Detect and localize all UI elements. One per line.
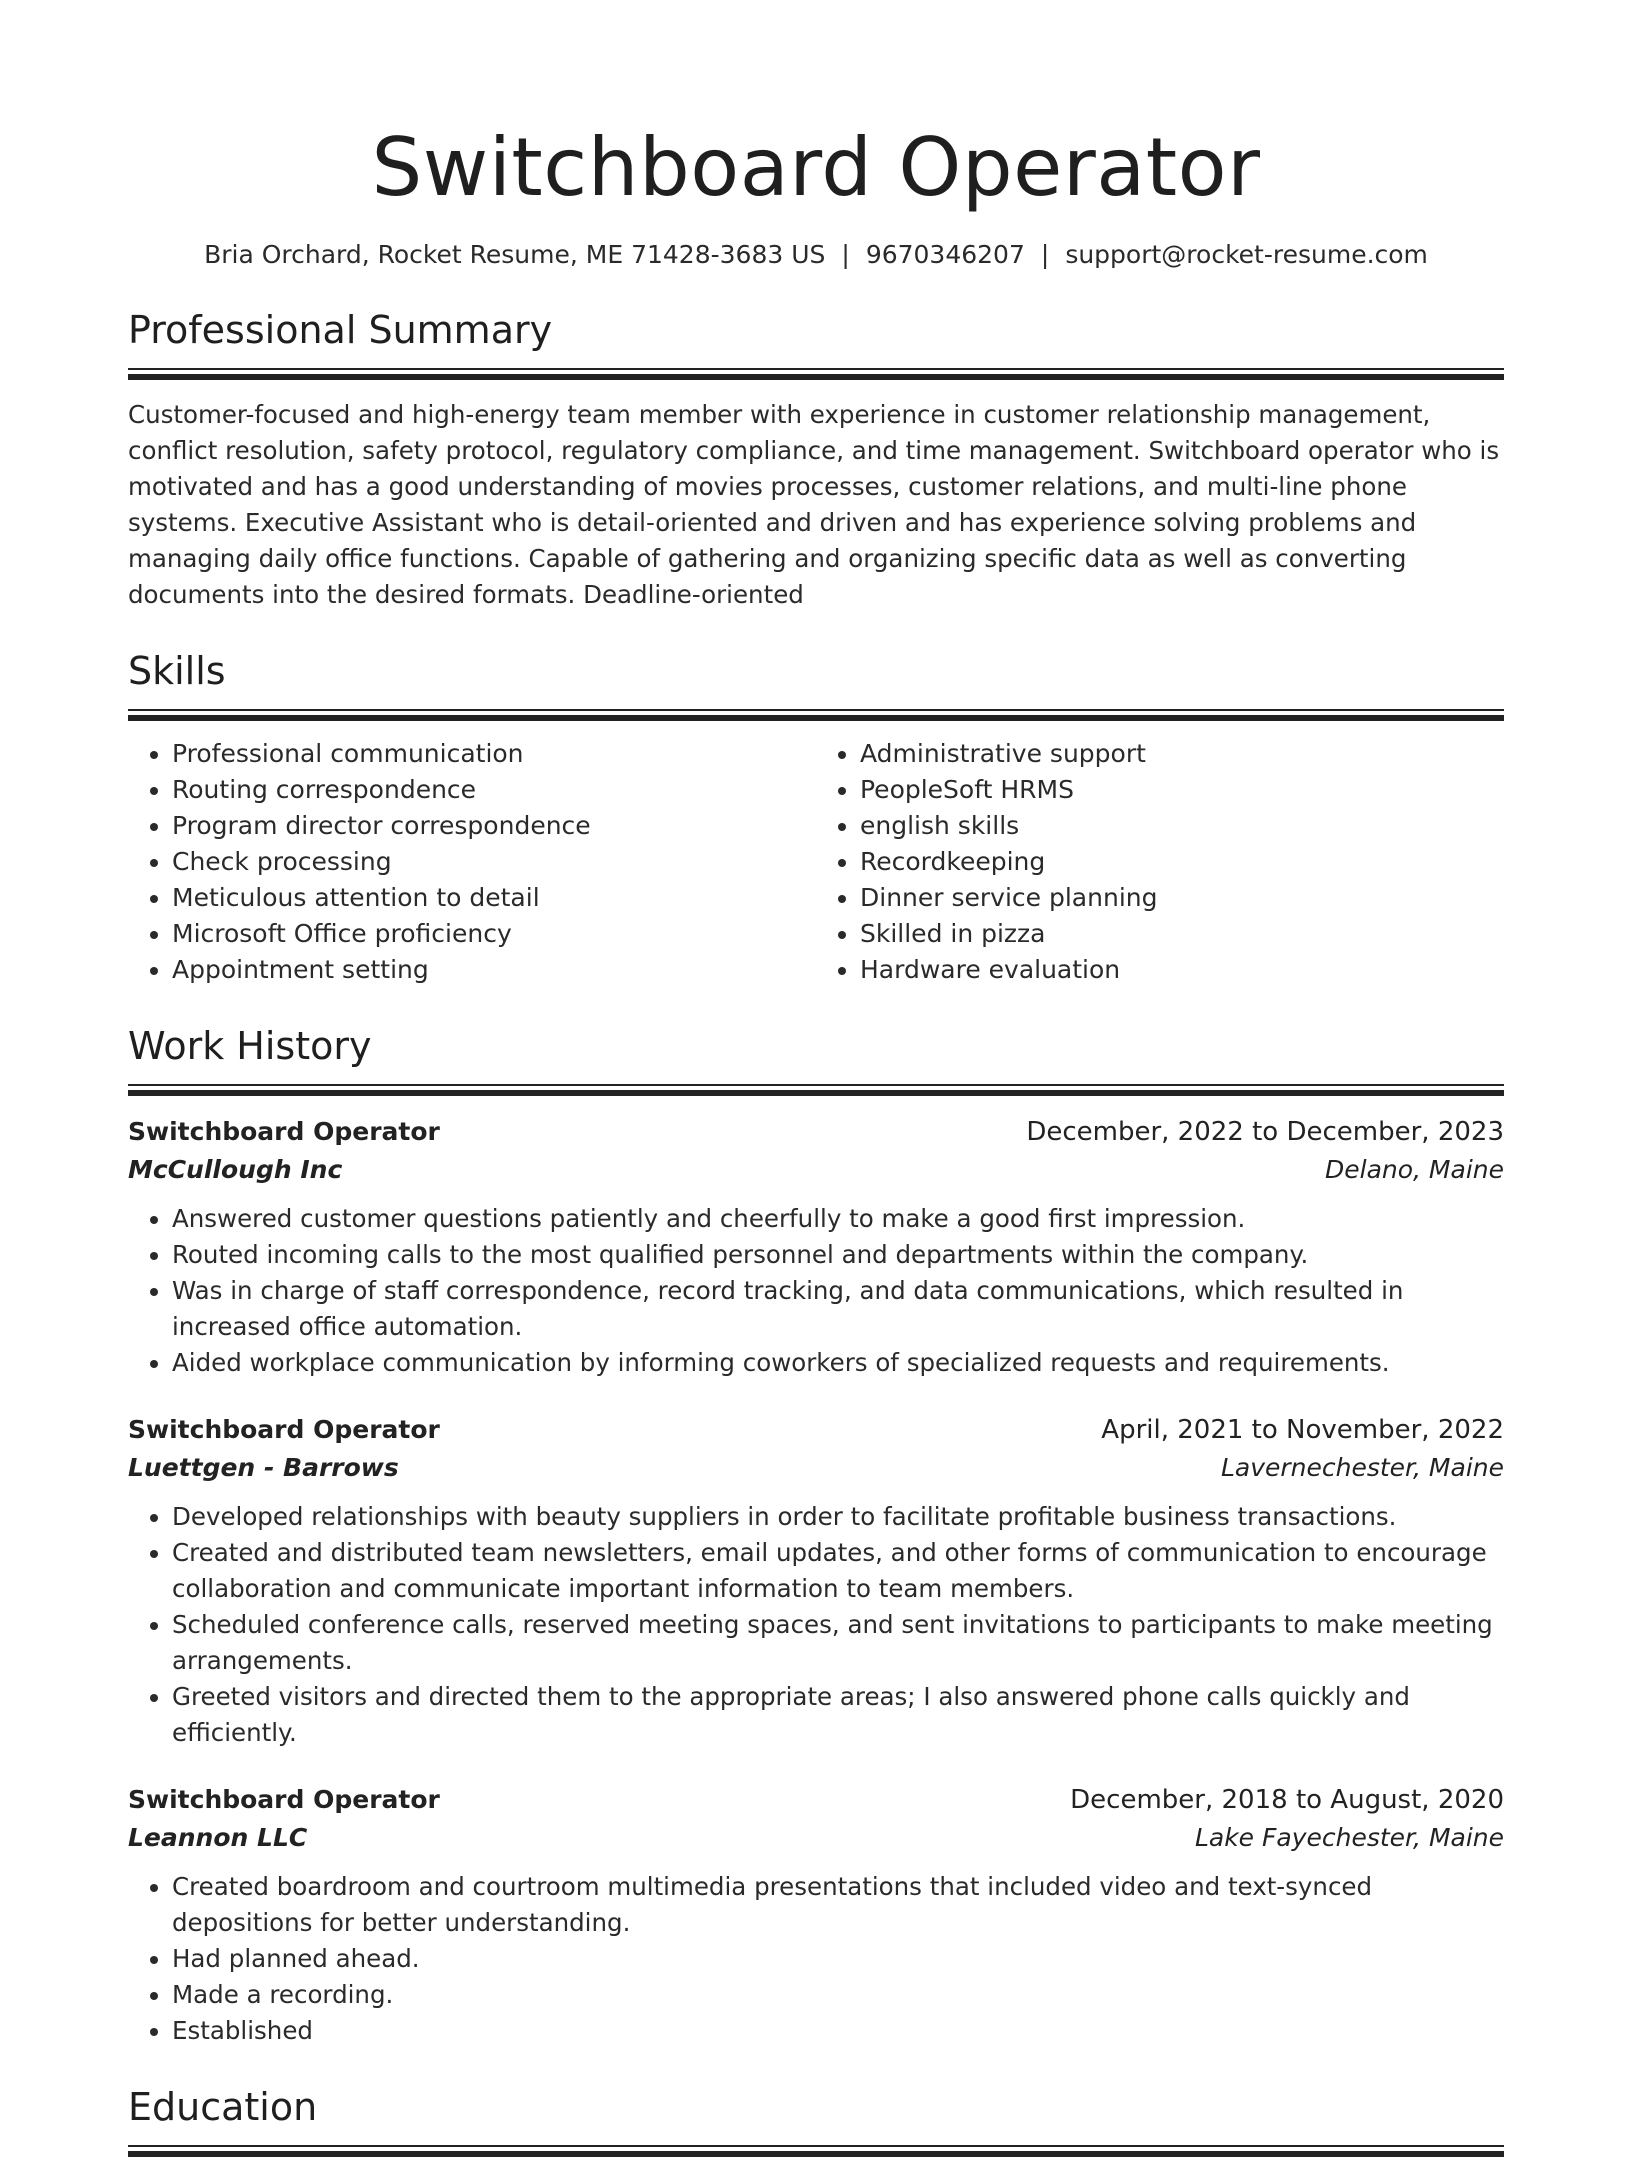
section-title-education: Education [128,2085,318,2129]
job-company: McCullough Inc [128,1155,343,1184]
skills-section-header [128,647,1504,720]
education-section-header [128,2083,1504,2156]
skill-item: • Check processing [172,844,816,880]
job-entry [128,1113,1504,1381]
section-divider [128,2145,1504,2156]
job-dates: December, 2022 to December, 2023 [1026,1117,1504,1147]
skill-item: • Skilled in pizza [860,916,1504,952]
job-dates: December, 2018 to August, 2020 [1070,1785,1504,1815]
section-divider [128,709,1504,720]
skill-item: • Professional communication [172,736,816,772]
job-bullet: • Scheduled conference calls, reserved meeting spaces, and sent invitations to participants to make meeting arrangements. [172,1607,1504,1679]
job-bullets [128,1869,1504,2049]
job-entry [128,1411,1504,1751]
job-bullet: • Made a recording. [172,1977,1504,2013]
job-company: Luettgen - Barrows [128,1453,399,1482]
job-bullet: • Answered customer questions patiently and cheerfully to make a good first impression. [172,1201,1504,1237]
job-bullet: • Had planned ahead. [172,1941,1504,1977]
skill-item: • Administrative support [860,736,1504,772]
skill-item: • Routing correspondence [172,772,816,808]
summary-section-header [128,306,1504,379]
job-company: Leannon LLC [128,1823,308,1852]
skill-item: • Appointment setting [172,952,816,988]
skill-item: • Hardware evaluation [860,952,1504,988]
job-bullets [128,1499,1504,1751]
job-entry [128,1781,1504,2049]
job-header-row [128,1113,1504,1151]
job-bullet: • Established [172,2013,1504,2049]
job-company-row [128,1819,1504,1857]
job-title: Switchboard Operator [128,1785,440,1814]
section-title-skills: Skills [128,649,226,693]
work-section-header [128,1022,1504,1095]
job-location: Delano, Maine [1325,1155,1504,1184]
skill-item: • Dinner service planning [860,880,1504,916]
skills-column-left [128,736,816,988]
job-title: Switchboard Operator [128,1117,440,1146]
job-header-row [128,1781,1504,1819]
contact-phone: 9670346207 [865,240,1025,269]
contact-separator: | [841,240,850,269]
skill-item: • PeopleSoft HRMS [860,772,1504,808]
section-divider [128,1084,1504,1095]
job-bullet: • Was in charge of staff correspondence, record tracking, and data communications, which resulted in increased office automation. [172,1273,1504,1345]
section-divider [128,368,1504,379]
job-header-row [128,1411,1504,1449]
skill-item: • Meticulous attention to detail [172,880,816,916]
job-bullet: • Greeted visitors and directed them to the appropriate areas; I also answered phone calls quickly and efficiently. [172,1679,1504,1751]
resume-title: Switchboard Operator [371,121,1261,214]
job-bullet: • Aided workplace communication by informing coworkers of specialized requests and requirements. [172,1345,1504,1381]
skill-item: • english skills [860,808,1504,844]
job-bullet: • Developed relationships with beauty suppliers in order to facilitate profitable business transactions. [172,1499,1504,1535]
section-title-summary: Professional Summary [128,308,553,352]
contact-line [128,238,1504,272]
contact-email[interactable]: support@rocket-resume.com [1065,240,1428,269]
job-bullets [128,1201,1504,1381]
section-title-work-history: Work History [128,1024,372,1068]
job-bullet: • Created boardroom and courtroom multimedia presentations that included video and text-synced depositions for better understanding. [172,1869,1504,1941]
job-company-row [128,1151,1504,1189]
contact-separator: | [1040,240,1050,269]
summary-text: Customer-focused and high-energy team member with experience in customer relationship management, conflict resolution, safety protocol, regulatory compliance, and time management. Switchboard operator who is motivated and has a good understanding of movies processes, customer relations, and multi-line phone systems. Executive Assistant who is detail-oriented and driven and has experience solving problems and managing daily office functions. Capable of gathering and organizing specific data as well as converting documents into the desired formats. Deadline-oriented [128,400,1500,609]
contact-address: Bria Orchard, Rocket Resume, ME 71428-3683 US [204,240,826,269]
job-company-row [128,1449,1504,1487]
skills-column-right [816,736,1504,988]
job-bullet: • Created and distributed team newsletters, email updates, and other forms of communication to encourage collaboration and communicate important information to team members. [172,1535,1504,1607]
skill-item: • Program director correspondence [172,808,816,844]
skill-item: • Microsoft Office proficiency [172,916,816,952]
job-bullet: • Routed incoming calls to the most qualified personnel and departments within the company. [172,1237,1504,1273]
skills-list [128,736,1504,988]
job-title: Switchboard Operator [128,1415,440,1444]
job-location: Lavernechester, Maine [1220,1453,1504,1482]
job-dates: April, 2021 to November, 2022 [1101,1415,1504,1445]
skill-item: • Recordkeeping [860,844,1504,880]
job-location: Lake Fayechester, Maine [1194,1823,1504,1852]
